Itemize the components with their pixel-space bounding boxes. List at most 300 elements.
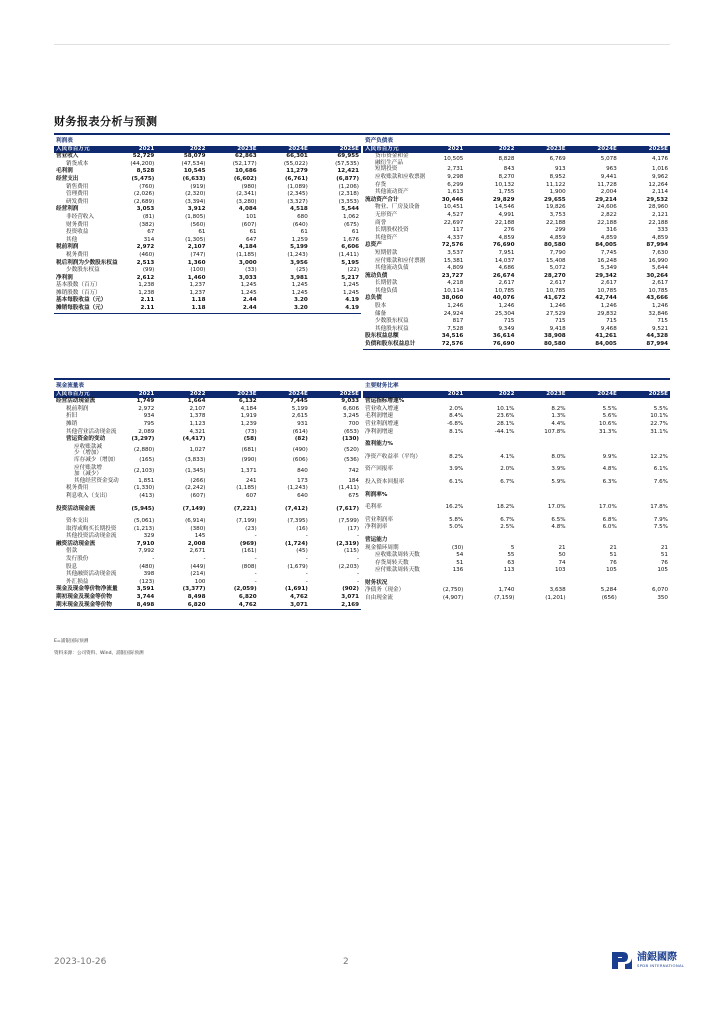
cell-value: (1,411) <box>338 251 359 258</box>
cell-value: 4,337 <box>447 234 464 241</box>
cell-value: 3,591 <box>136 586 155 593</box>
cell-value: 4.8% <box>551 524 566 531</box>
cell-value: 9.9% <box>602 453 617 460</box>
row-label: 摊销每股收益（元） <box>54 305 105 313</box>
cell-value: 10,451 <box>443 204 464 211</box>
cell-value: 7,528 <box>447 325 464 332</box>
cell-value: 4.19 <box>345 297 359 304</box>
cell-value: - <box>305 533 308 540</box>
cell-value: (3,394) <box>185 198 206 205</box>
cell-value: 72,576 <box>441 242 464 249</box>
cell-value: (81) <box>142 213 155 220</box>
table-row <box>54 548 361 556</box>
cell-value: 2023E <box>516 391 567 399</box>
cell-value: 2022 <box>465 146 516 154</box>
cell-value: 8,828 <box>498 156 515 163</box>
cell-value: 17.0% <box>599 504 617 511</box>
table-row <box>54 252 361 260</box>
cell-value: 9,298 <box>447 173 464 180</box>
cell-value: (123) <box>139 578 155 585</box>
cell-value: (3,833) <box>185 456 206 463</box>
cell-value: 4,991 <box>498 211 515 218</box>
table-row <box>363 413 670 421</box>
cell-value: 5.5% <box>653 405 668 412</box>
cell-value: (7,599) <box>338 518 359 525</box>
cell-value <box>568 398 619 406</box>
cell-value: (480) <box>139 563 155 570</box>
cell-value: 2,972 <box>136 244 155 251</box>
cell-value: (7,395) <box>287 518 308 525</box>
section-rule-top <box>54 133 670 135</box>
table-row <box>363 454 670 462</box>
section-title: 利润表 <box>56 138 73 144</box>
cell-value: 742 <box>348 467 359 474</box>
table-row <box>363 227 670 235</box>
cell-value: 1,360 <box>187 259 206 266</box>
cell-value: 9,521 <box>651 325 668 332</box>
cell-value: 1,238 <box>138 289 155 296</box>
cell-value: 6,820 <box>238 594 257 601</box>
cell-value: 5,199 <box>291 405 308 412</box>
row-label: 税前利润 <box>56 244 79 251</box>
cell-value <box>414 398 465 406</box>
cell-value <box>516 441 567 449</box>
cell-value: 3,071 <box>259 602 310 610</box>
table-row <box>54 465 361 478</box>
row-label: 营业利润增速 <box>365 420 399 427</box>
cell-value: 7.5% <box>653 524 668 531</box>
cell-value <box>568 580 619 588</box>
row-label: 营业收入 <box>56 153 79 160</box>
table-row <box>363 288 670 296</box>
row-label: 发行股份 <box>66 556 89 563</box>
cell-value: (6,761) <box>284 175 308 182</box>
cell-value: 2,089 <box>138 428 155 435</box>
table-row <box>54 229 361 237</box>
table-row <box>363 421 670 429</box>
table-row <box>363 441 670 449</box>
cell-value: - <box>254 533 257 540</box>
row-label: 毛利润增速 <box>365 413 393 420</box>
cell-value: 41,672 <box>544 295 566 302</box>
cell-value: (2,341) <box>236 191 257 198</box>
cell-value: (607) <box>190 492 206 499</box>
row-label: 股本 <box>375 303 387 310</box>
cell-value: 314 <box>143 236 155 243</box>
cell-value: 15,408 <box>546 257 566 264</box>
cell-value: (990) <box>241 456 257 463</box>
cell-value: (1,679) <box>287 563 308 570</box>
cell-value: (640) <box>292 221 308 228</box>
cell-value: 5,544 <box>341 206 359 213</box>
cell-value: 2022 <box>156 391 207 399</box>
cell-value: 2,121 <box>651 211 668 218</box>
cell-value: 10,785 <box>597 287 617 294</box>
table-row <box>363 182 670 190</box>
cell-value: (266) <box>190 477 206 484</box>
cell-value: (115) <box>343 548 359 555</box>
table-row <box>54 602 361 610</box>
cell-value: 14,546 <box>494 204 515 211</box>
table-row <box>54 398 361 406</box>
table-row <box>54 436 361 444</box>
cell-value: (1,089) <box>287 183 308 190</box>
cell-value: 21 <box>558 544 566 551</box>
cell-value: (460) <box>139 251 155 258</box>
table-header <box>54 146 361 154</box>
row-label: 基本股数（百万） <box>56 282 101 289</box>
table-row <box>54 176 361 184</box>
cell-value: 299 <box>554 227 566 234</box>
row-label: 库存减少（增加） <box>74 456 119 463</box>
table-row <box>363 212 670 220</box>
cell-value: 5.5% <box>602 405 617 412</box>
row-label: 短期借款 <box>375 249 398 256</box>
cell-value: 2021 <box>105 391 156 399</box>
cell-value: 31.3% <box>599 428 617 435</box>
cell-value: 29,532 <box>646 196 668 203</box>
cell-value <box>568 441 619 449</box>
cell-value: 4.8% <box>602 466 617 473</box>
row-label: 经营支出 <box>56 175 79 182</box>
cell-value: 12,264 <box>648 181 668 188</box>
cell-value: 4,859 <box>498 234 515 241</box>
cell-value: 107.8% <box>544 428 566 435</box>
table-row <box>54 191 361 199</box>
cell-value: 715 <box>503 318 515 325</box>
cell-value: 2.11 <box>105 305 156 313</box>
row-label: 借款 <box>66 548 78 555</box>
row-label: 经营利润 <box>56 206 79 213</box>
cell-value: (4,417) <box>182 436 206 443</box>
cell-value: 1,900 <box>549 189 566 196</box>
cell-value: 3,744 <box>136 594 155 601</box>
cell-value: (7,412) <box>284 505 308 512</box>
row-label: 货币资金和金融衍生产品 <box>375 153 409 166</box>
table-row <box>54 237 361 245</box>
cell-value: 3,956 <box>290 259 308 266</box>
cell-value: 8,498 <box>105 602 156 610</box>
cell-value: 2,671 <box>189 548 206 555</box>
cell-value: 1,016 <box>651 166 668 173</box>
cell-value: 61 <box>249 229 257 236</box>
row-label: 应付账款增加（减少） <box>74 464 102 478</box>
row-label: 其他投资活动现金流 <box>66 533 117 540</box>
cell-value: 72,576 <box>414 341 465 349</box>
row-label: 投资收益 <box>66 229 89 236</box>
cell-value: 4.19 <box>310 305 361 313</box>
table-row <box>54 493 361 501</box>
cell-value: 24,606 <box>597 204 617 211</box>
cell-value: (614) <box>292 428 308 435</box>
cell-value: 29,829 <box>492 196 515 203</box>
cell-value: 22.7% <box>650 420 668 427</box>
cell-value: 22,188 <box>648 219 668 226</box>
cell-value: (161) <box>241 548 257 555</box>
cell-value: 38,908 <box>544 333 566 340</box>
cell-value: 2,617 <box>498 280 515 287</box>
cell-value: 6.7% <box>500 478 515 485</box>
cell-value: 100 <box>194 578 206 585</box>
cell-value: (1,305) <box>185 236 206 243</box>
table-row <box>363 341 670 349</box>
cell-value: 4,184 <box>238 244 257 251</box>
cell-value: 103 <box>554 567 566 574</box>
cell-value: (1,411) <box>338 485 359 492</box>
cell-value: 2021 <box>414 146 465 154</box>
row-label: 营运资金的变动 <box>66 436 106 443</box>
cell-value: 1,749 <box>136 398 155 405</box>
table-section-title <box>363 383 670 391</box>
cell-value <box>619 580 670 588</box>
cell-value: 22,188 <box>597 219 617 226</box>
cell-value: 7.9% <box>653 516 668 523</box>
cell-value: 329 <box>143 533 155 540</box>
table-row <box>54 421 361 429</box>
cell-value: 5,349 <box>600 265 617 272</box>
table-row <box>363 492 670 500</box>
cell-value: 795 <box>143 420 155 427</box>
table-row <box>363 504 670 512</box>
cell-value: (3,280) <box>236 198 257 205</box>
cell-value: (536) <box>343 456 359 463</box>
cell-value: 2024E <box>259 146 310 154</box>
cell-value: (165) <box>139 456 155 463</box>
cell-value: 3.20 <box>293 297 308 304</box>
forecast-note: E=浦银国际预测 <box>54 639 89 644</box>
cell-value: 22,697 <box>443 219 464 226</box>
cell-value: 6,606 <box>342 405 359 412</box>
cell-value: 41,261 <box>595 333 617 340</box>
cell-value: 2,731 <box>447 166 464 173</box>
cell-value: (6,633) <box>182 175 206 182</box>
cell-value: (52,177) <box>232 160 257 167</box>
row-label: 储备 <box>375 310 387 317</box>
cell-value: (1,805) <box>185 213 206 220</box>
cell-value: 6.8% <box>602 516 617 523</box>
table-row <box>363 265 670 273</box>
cell-value: 58,079 <box>183 153 206 160</box>
logo-text-en: SPDB INTERNATIONAL <box>637 963 685 968</box>
cell-value: 2,972 <box>138 405 155 412</box>
cell-value: 76,690 <box>492 242 515 249</box>
cell-value: 715 <box>606 318 617 325</box>
row-label: 销售费用 <box>66 183 89 190</box>
row-label: 融资活动现金流 <box>56 540 96 547</box>
cell-value: 76 <box>660 559 668 566</box>
row-label: 净利润 <box>56 274 73 281</box>
cell-value: 5.6% <box>602 413 617 420</box>
cell-value: 76,690 <box>465 341 516 349</box>
row-label: 税后利润为少数股东权益 <box>56 259 118 266</box>
cell-value: 1,851 <box>138 477 155 484</box>
cell-value: 4,859 <box>549 234 566 241</box>
row-label: 税前利润 <box>66 405 89 412</box>
cell-value: 4,762 <box>207 602 258 610</box>
cell-value <box>465 580 516 588</box>
cell-value: 61 <box>300 229 308 236</box>
cell-value: 66,301 <box>286 153 308 160</box>
cell-value: 1,246 <box>498 303 515 310</box>
cell-value: 2,169 <box>310 602 361 610</box>
cell-value: 7,992 <box>138 548 155 555</box>
cell-value: (606) <box>292 456 308 463</box>
cell-value: (2,750) <box>442 587 464 594</box>
income-statement-table <box>54 138 361 314</box>
cell-value: 8.1% <box>449 428 464 435</box>
cell-value: 28,270 <box>544 272 566 279</box>
cell-value: 5.0% <box>449 524 464 531</box>
cell-value: 817 <box>452 318 464 325</box>
cell-value: (7,617) <box>336 505 359 512</box>
cell-value: 7,445 <box>290 398 308 405</box>
cell-value: (675) <box>343 221 359 228</box>
cell-value: (1,206) <box>338 183 359 190</box>
cell-value: (681) <box>241 447 257 454</box>
row-label: 营业利润率 <box>365 516 393 523</box>
table-row <box>54 556 361 564</box>
row-label: 经营活动现金流 <box>56 398 96 405</box>
row-label: 营业收入增速 <box>365 405 399 412</box>
cell-value: 10,545 <box>183 168 206 175</box>
cell-value: 2021 <box>105 146 156 154</box>
table-row <box>363 595 670 603</box>
cell-value: 29,342 <box>595 272 617 279</box>
cell-value: 4,527 <box>447 211 464 218</box>
cell-value: (380) <box>190 525 206 532</box>
cell-value: (57,535) <box>335 160 359 167</box>
row-label: 负债和股东权益总计 <box>363 341 414 349</box>
cell-value: (2,689) <box>133 198 155 205</box>
cell-value: 6,070 <box>651 587 668 594</box>
cell-value: 42,744 <box>595 295 617 302</box>
financial-ratios-table <box>363 383 670 603</box>
cell-value: (1,185) <box>236 251 257 258</box>
row-label: 投入资本回报率 <box>365 478 405 485</box>
cell-value: (6,602) <box>233 175 257 182</box>
table-row <box>363 258 670 266</box>
cell-value: 1,755 <box>498 189 515 196</box>
cell-value: 9,468 <box>600 325 617 332</box>
table-row <box>363 235 670 243</box>
cell-value: (3,297) <box>131 436 155 443</box>
cell-value: 3.9% <box>449 466 464 473</box>
cell-value: 10.6% <box>599 420 617 427</box>
row-label: 毛利润 <box>56 168 73 175</box>
cell-value: (2,103) <box>133 467 155 474</box>
cell-value: 117 <box>452 227 464 234</box>
cell-value: 11,122 <box>546 181 566 188</box>
cell-value: (1,345) <box>185 467 206 474</box>
row-label: 期初现金及现金等价物 <box>56 594 112 601</box>
cell-value: -6.8% <box>447 420 464 427</box>
cell-value: 3,753 <box>549 211 566 218</box>
cell-value: 1.3% <box>551 413 566 420</box>
cell-value: 6,299 <box>447 181 464 188</box>
cell-value: 10,686 <box>235 168 257 175</box>
cell-value: 4,084 <box>238 206 257 213</box>
cell-value <box>516 580 567 588</box>
cell-value: 2025E <box>619 391 670 399</box>
cell-value: 2,107 <box>189 405 206 412</box>
table-row <box>363 273 670 281</box>
cell-value: 44,328 <box>646 333 668 340</box>
table-row <box>54 571 361 579</box>
cell-value: 2024E <box>568 146 619 154</box>
cell-value: 76 <box>609 559 617 566</box>
cell-value: 1,245 <box>342 282 359 289</box>
table-row <box>54 586 361 594</box>
cell-value: 7,910 <box>136 540 155 547</box>
cell-value: 8.2% <box>551 405 566 412</box>
row-label: 营运指标增速% <box>365 398 405 405</box>
table-row <box>363 303 670 311</box>
page-number: 2 <box>343 957 349 967</box>
table-row <box>363 220 670 228</box>
cell-value: 9,418 <box>549 325 566 332</box>
cell-value: (16) <box>296 525 308 532</box>
table-row <box>54 206 361 214</box>
row-label: 财务费用 <box>66 221 89 228</box>
cell-value: 6,820 <box>156 602 207 610</box>
cell-value <box>619 492 670 500</box>
cell-value: 55 <box>507 552 515 559</box>
cell-value: 2,114 <box>651 189 668 196</box>
row-label: 物业、厂房及设备 <box>375 204 420 211</box>
row-label: 净债务（现金） <box>365 587 405 594</box>
cell-value: 1,245 <box>291 289 308 296</box>
cell-value: 32,846 <box>648 310 668 317</box>
cell-value <box>568 492 619 500</box>
cell-value: 1,919 <box>240 413 257 420</box>
cell-value: (2,242) <box>185 485 206 492</box>
cell-value: 8,498 <box>187 594 206 601</box>
row-label: 资本支出 <box>66 518 89 525</box>
table-row <box>54 161 361 169</box>
cell-value: 21 <box>660 544 668 551</box>
cell-value: 2021 <box>414 391 465 399</box>
table-row <box>363 466 670 474</box>
cell-value: 36,614 <box>492 333 515 340</box>
cell-value <box>516 537 567 545</box>
cell-value: 8,952 <box>549 173 566 180</box>
cell-value <box>568 537 619 545</box>
cell-value: 913 <box>554 166 566 173</box>
table-section-title <box>54 383 361 391</box>
cell-value: (656) <box>601 595 617 602</box>
table-row <box>54 305 361 313</box>
table-row <box>54 406 361 414</box>
cell-value: 8.4% <box>449 413 464 420</box>
table-row <box>363 552 670 560</box>
cell-value: 1,259 <box>291 236 308 243</box>
cell-value: - <box>356 571 359 578</box>
row-label: 其他经营资金变动 <box>74 477 119 484</box>
cell-value: 22,188 <box>494 219 515 226</box>
cell-value: 715 <box>554 318 566 325</box>
cell-value: (1,201) <box>545 595 566 602</box>
table-row <box>363 189 670 197</box>
cell-value: (2,203) <box>338 563 359 570</box>
cell-value: 5,199 <box>290 244 308 251</box>
cell-value: 2024E <box>259 391 310 399</box>
row-label: 人民币百万元 <box>54 391 105 399</box>
cell-value: 2022 <box>156 146 207 154</box>
cell-value: 10,505 <box>443 156 464 163</box>
row-label: 净利润增速 <box>365 428 393 435</box>
cell-value: 18.2% <box>496 504 515 511</box>
cell-value: 2023E <box>207 146 258 154</box>
